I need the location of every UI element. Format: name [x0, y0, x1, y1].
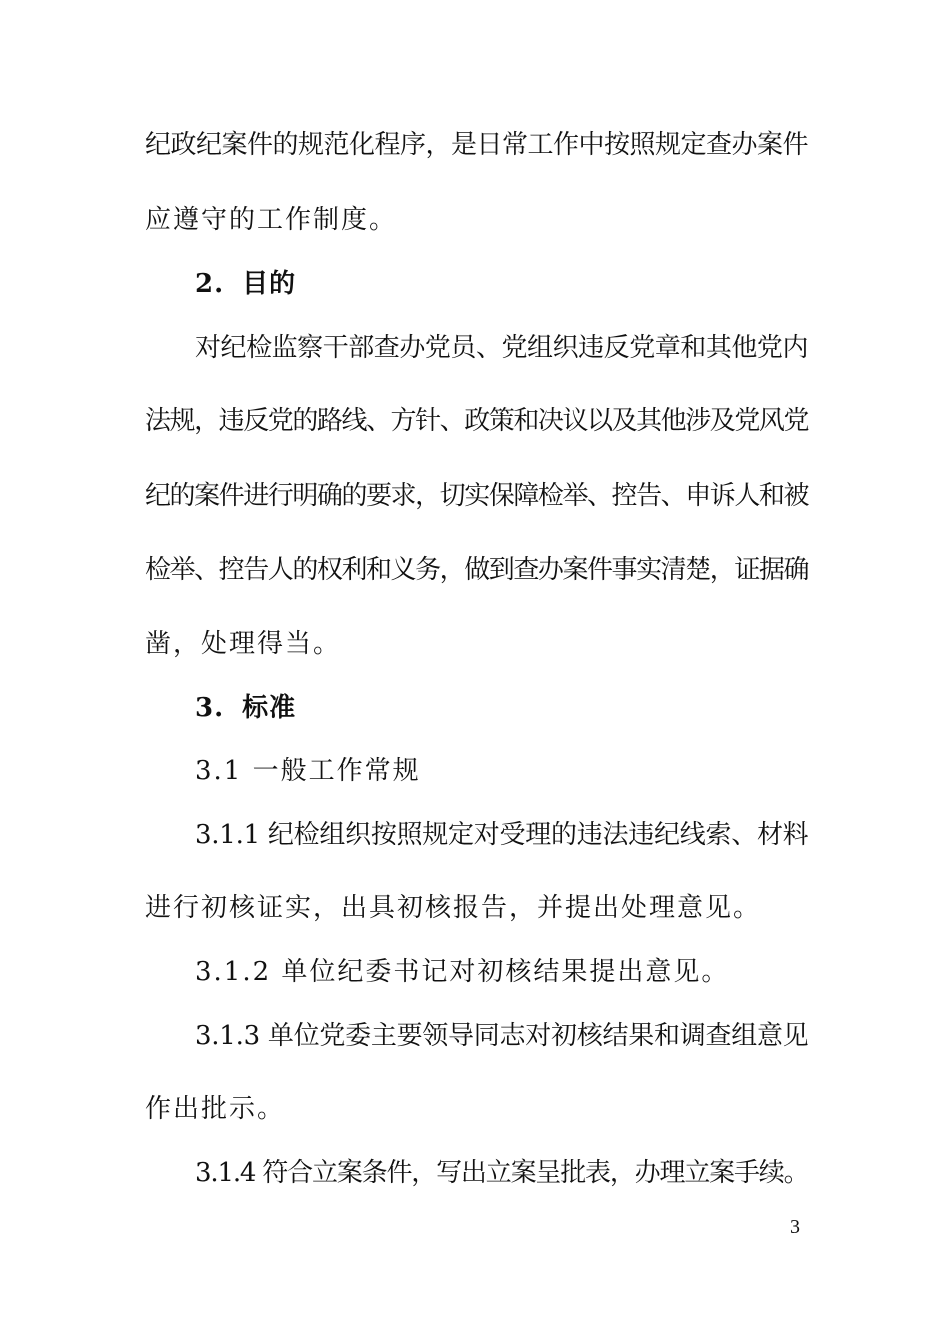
paragraph-line: 3.1.1 纪检组织按照规定对受理的违法违纪线索、材料: [195, 820, 809, 850]
paragraph-line: 3.1.4 符合立案条件，写出立案呈批表，办理立案手续。: [195, 1158, 809, 1188]
section-heading-standard: [195, 691, 296, 725]
paragraph-line: 检举、控告人的权利和义务，做到查办案件事实清楚，证据确: [145, 555, 809, 585]
paragraph-line: 3.1.2 单位纪委书记对初核结果提出意见。: [195, 957, 730, 987]
section-title: 标准: [242, 693, 297, 723]
paragraph-line: 3.1.3 单位党委主要领导同志对初核结果和调查组意见: [195, 1021, 809, 1051]
section-number: 2.: [195, 269, 225, 299]
section-heading-purpose: [195, 267, 296, 301]
paragraph-line: 作出批示。: [145, 1094, 286, 1124]
paragraph-line: 进行初核证实，出具初核报告，并提出处理意见。: [145, 893, 762, 923]
paragraph-line: 应遵守的工作制度。: [145, 205, 398, 235]
page-number: 3: [790, 1216, 800, 1238]
section-title: 目的: [242, 269, 297, 299]
paragraph-line: 纪的案件进行明确的要求，切实保障检举、控告、申诉人和被: [145, 481, 809, 511]
paragraph-line: 法规，违反党的路线、方针、政策和决议以及其他涉及党风党: [145, 406, 809, 436]
paragraph-line: 对纪检监察干部查办党员、党组织违反党章和其他党内: [195, 333, 809, 363]
paragraph-line: 凿，处理得当。: [145, 629, 342, 659]
subsection-heading: 3.1 一般工作常规: [195, 756, 421, 786]
paragraph-line: 纪政纪案件的规范化程序，是日常工作中按照规定查办案件: [145, 130, 809, 160]
section-number: 3.: [195, 693, 225, 723]
